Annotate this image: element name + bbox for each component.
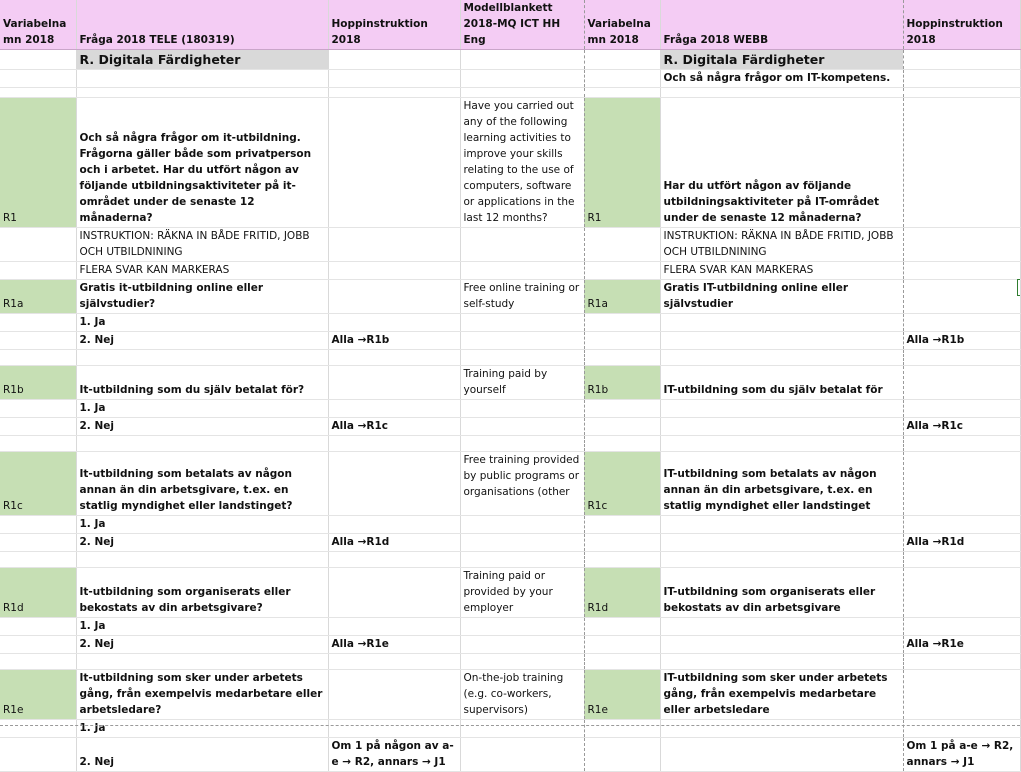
cell[interactable] <box>0 654 76 670</box>
question-r1-tele[interactable]: Och så några frågor om it-utbildning. Frågorna gäller både som privatperson och i arbetet. Har du utfört någon av följande utbildningsaktiviteter på it-området under de senaste 12 månaderna? <box>76 98 328 228</box>
variable-r1a[interactable]: R1a <box>0 280 76 314</box>
cell[interactable] <box>660 314 903 332</box>
skip-r1a-webb[interactable]: Alla →R1b <box>903 332 1020 350</box>
cell[interactable] <box>0 720 76 738</box>
multi-answer-tele[interactable]: FLERA SVAR KAN MARKERAS <box>76 262 328 280</box>
cell[interactable] <box>660 418 903 436</box>
multi-answer-row <box>0 262 1020 280</box>
selected-cell-indicator <box>1017 279 1020 296</box>
cell[interactable] <box>903 366 1020 400</box>
spacer-row <box>0 88 1020 98</box>
variable-r1c-webb[interactable]: R1c <box>584 452 660 516</box>
cell[interactable] <box>584 436 660 452</box>
cell[interactable] <box>328 350 460 366</box>
answer-no-r1e[interactable]: 2. Nej <box>76 738 328 772</box>
instruction-webb[interactable]: INSTRUKTION: RÄKNA IN BÅDE FRITID, JOBB OCH UTBILDNINING <box>660 228 903 262</box>
cell[interactable] <box>328 314 460 332</box>
cell[interactable] <box>328 280 460 314</box>
variable-r1e-webb[interactable]: R1e <box>584 670 660 720</box>
cell[interactable] <box>460 70 584 88</box>
cell[interactable] <box>903 568 1020 618</box>
answer-no-r1a[interactable]: 2. Nej <box>76 332 328 350</box>
question-row-r1b <box>0 366 1020 400</box>
cell[interactable] <box>328 88 460 98</box>
cell[interactable] <box>328 70 460 88</box>
cell[interactable] <box>584 88 660 98</box>
answer-no-row <box>0 636 1020 654</box>
cell[interactable] <box>660 516 903 534</box>
cell[interactable] <box>460 350 584 366</box>
cell[interactable] <box>76 70 328 88</box>
cell[interactable] <box>903 516 1020 534</box>
cell[interactable] <box>460 552 584 568</box>
question-r1b-webb[interactable]: IT-utbildning som du själv betalat för <box>660 366 903 400</box>
header-variabelnamn[interactable]: Variabelnamn 2018 <box>0 0 76 50</box>
cell[interactable] <box>328 552 460 568</box>
cell[interactable] <box>0 418 76 436</box>
header-modellblankett[interactable]: Modellblankett 2018-MQ ICT HH Eng <box>460 0 584 50</box>
question-row-r1 <box>0 98 1020 228</box>
cell[interactable] <box>0 50 76 70</box>
cell[interactable] <box>584 516 660 534</box>
answer-no-row <box>0 332 1020 350</box>
cell[interactable] <box>584 418 660 436</box>
skip-r1b-tele[interactable]: Alla →R1c <box>328 418 460 436</box>
instruction-row <box>0 228 1020 262</box>
section-intro-row <box>0 70 1020 88</box>
cell[interactable] <box>660 332 903 350</box>
question-row-r1e <box>0 670 1020 720</box>
cell[interactable] <box>460 516 584 534</box>
answer-no-row <box>0 418 1020 436</box>
cell[interactable] <box>460 436 584 452</box>
question-r1a-tele[interactable]: Gratis it-utbildning online eller självstudier? <box>76 280 328 314</box>
answer-yes-r1e[interactable]: 1. Ja <box>76 720 328 738</box>
question-r1e-webb[interactable]: IT-utbildning som sker under arbetets gång, från exempelvis medarbetare eller arbetsledare <box>660 670 903 720</box>
cell[interactable] <box>0 400 76 418</box>
cell[interactable] <box>328 436 460 452</box>
cell[interactable] <box>584 738 660 772</box>
skip-r1d-tele[interactable]: Alla →R1e <box>328 636 460 654</box>
cell[interactable] <box>903 400 1020 418</box>
header-hopp-tele[interactable]: Hoppinstruktion 2018 <box>328 0 460 50</box>
cell[interactable] <box>460 738 584 772</box>
question-r1d-webb[interactable]: IT-utbildning som organiserats eller bekostats av din arbetsgivare <box>660 568 903 618</box>
question-r1e-tele[interactable]: It-utbildning som sker under arbetets gång, från exempelvis medarbetare eller arbetsledare? <box>76 670 328 720</box>
answer-yes-row <box>0 400 1020 418</box>
cell[interactable] <box>328 366 460 400</box>
cell[interactable] <box>660 720 903 738</box>
answer-no-r1b[interactable]: 2. Nej <box>76 418 328 436</box>
answer-no-row <box>0 534 1020 552</box>
cell[interactable] <box>903 670 1020 720</box>
cell[interactable] <box>584 654 660 670</box>
cell[interactable] <box>328 400 460 418</box>
cell[interactable] <box>660 534 903 552</box>
cell[interactable] <box>903 262 1020 280</box>
section-title-row <box>0 50 1020 70</box>
cell[interactable] <box>328 228 460 262</box>
cell[interactable] <box>460 618 584 636</box>
cell[interactable] <box>903 552 1020 568</box>
question-r1e-mq[interactable]: On-the-job training (e.g. co-workers, supervisors) <box>460 670 584 720</box>
spacer-row <box>0 552 1020 568</box>
cell[interactable] <box>0 314 76 332</box>
cell[interactable] <box>76 436 328 452</box>
cell[interactable] <box>903 228 1020 262</box>
cell[interactable] <box>903 314 1020 332</box>
cell[interactable] <box>328 516 460 534</box>
cell[interactable] <box>328 618 460 636</box>
header-hopp-webb[interactable]: Hoppinstruktion 2018 <box>903 0 1020 50</box>
cell[interactable] <box>903 280 1020 314</box>
cell[interactable] <box>460 88 584 98</box>
cell[interactable] <box>584 228 660 262</box>
cell[interactable] <box>0 350 76 366</box>
cell[interactable] <box>660 400 903 418</box>
cell[interactable] <box>460 332 584 350</box>
cell[interactable] <box>76 88 328 98</box>
skip-r1e-tele[interactable]: Om 1 på någon av a-e → R2, annars → J1 <box>328 738 460 772</box>
answer-yes-row <box>0 720 1020 738</box>
cell[interactable] <box>660 88 903 98</box>
answer-yes-row <box>0 618 1020 636</box>
cell[interactable] <box>903 350 1020 366</box>
cell[interactable] <box>584 70 660 88</box>
cell[interactable] <box>460 654 584 670</box>
cell[interactable] <box>660 654 903 670</box>
cell[interactable] <box>903 618 1020 636</box>
cell[interactable] <box>460 50 584 70</box>
cell[interactable] <box>328 568 460 618</box>
cell[interactable] <box>76 654 328 670</box>
cell[interactable] <box>76 552 328 568</box>
cell[interactable] <box>328 50 460 70</box>
answer-yes-r1b[interactable]: 1. Ja <box>76 400 328 418</box>
cell[interactable] <box>903 436 1020 452</box>
question-r1a-mq[interactable]: Free online training or self-study <box>460 280 584 314</box>
spacer-row <box>0 436 1020 452</box>
cell[interactable] <box>0 436 76 452</box>
cell[interactable] <box>328 98 460 228</box>
question-r1d-mq[interactable]: Training paid or provided by your employer <box>460 568 584 618</box>
cell[interactable] <box>0 88 76 98</box>
spacer-row <box>0 350 1020 366</box>
cell[interactable] <box>584 50 660 70</box>
variable-r1c[interactable]: R1c <box>0 452 76 516</box>
answer-yes-r1a[interactable]: 1. Ja <box>76 314 328 332</box>
question-r1a-webb[interactable]: Gratis IT-utbildning online eller självstudier <box>660 280 903 314</box>
cell[interactable] <box>460 636 584 654</box>
variable-r1b[interactable]: R1b <box>0 366 76 400</box>
question-row-r1a <box>0 280 1020 314</box>
skip-r1c-tele[interactable]: Alla →R1d <box>328 534 460 552</box>
cell[interactable] <box>584 262 660 280</box>
cell[interactable] <box>660 618 903 636</box>
cell[interactable] <box>328 720 460 738</box>
cell[interactable] <box>903 654 1020 670</box>
multi-answer-webb[interactable]: FLERA SVAR KAN MARKERAS <box>660 262 903 280</box>
variable-r1b-webb[interactable]: R1b <box>584 366 660 400</box>
cell[interactable] <box>584 534 660 552</box>
cell[interactable] <box>660 636 903 654</box>
cell[interactable] <box>0 618 76 636</box>
cell[interactable] <box>584 400 660 418</box>
cell[interactable] <box>0 516 76 534</box>
question-r1d-tele[interactable]: It-utbildning som organiserats eller bekostats av din arbetsgivare? <box>76 568 328 618</box>
question-r1b-mq[interactable]: Training paid by yourself <box>460 366 584 400</box>
answer-yes-row <box>0 314 1020 332</box>
answer-no-row <box>0 738 1020 772</box>
cell[interactable] <box>903 452 1020 516</box>
cell[interactable] <box>0 738 76 772</box>
cell[interactable] <box>0 552 76 568</box>
answer-yes-row <box>0 516 1020 534</box>
variable-r1d-webb[interactable]: R1d <box>584 568 660 618</box>
cell[interactable] <box>328 262 460 280</box>
cell[interactable] <box>0 70 76 88</box>
cell[interactable] <box>903 88 1020 98</box>
question-r1c-mq[interactable]: Free training provided by public programs or organisations (other <box>460 452 584 516</box>
header-row <box>0 0 1020 50</box>
answer-yes-r1d[interactable]: 1. Ja <box>76 618 328 636</box>
cell[interactable] <box>0 332 76 350</box>
cell[interactable] <box>328 670 460 720</box>
cell[interactable] <box>584 332 660 350</box>
cell[interactable] <box>76 350 328 366</box>
section-title-tele[interactable]: R. Digitala Färdigheter <box>76 50 328 70</box>
question-r1-mq[interactable]: Have you carried out any of the following learning activities to improve your skills relating to the use of computers, software or applications in the last 12 months? <box>460 98 584 228</box>
variable-r1d[interactable]: R1d <box>0 568 76 618</box>
variable-r1e[interactable]: R1e <box>0 670 76 720</box>
cell[interactable] <box>460 228 584 262</box>
cell[interactable] <box>0 262 76 280</box>
cell[interactable] <box>660 350 903 366</box>
question-r1b-tele[interactable]: It-utbildning som du själv betalat för? <box>76 366 328 400</box>
cell[interactable] <box>328 452 460 516</box>
variable-r1-webb[interactable]: R1 <box>584 98 660 228</box>
cell[interactable] <box>0 636 76 654</box>
cell[interactable] <box>903 70 1020 88</box>
answer-no-r1c[interactable]: 2. Nej <box>76 534 328 552</box>
question-row-r1d <box>0 568 1020 618</box>
spacer-row <box>0 654 1020 670</box>
cell[interactable] <box>660 738 903 772</box>
header-fraga-webb[interactable]: Fråga 2018 WEBB <box>660 0 903 50</box>
cell[interactable] <box>0 228 76 262</box>
page-break-line <box>0 725 1020 726</box>
variable-r1[interactable]: R1 <box>0 98 76 228</box>
cell[interactable] <box>460 534 584 552</box>
section-intro-webb[interactable]: Och så några frågor om IT-kompetens. <box>660 70 903 88</box>
variable-r1a-webb[interactable]: R1a <box>584 280 660 314</box>
skip-r1c-webb[interactable]: Alla →R1d <box>903 534 1020 552</box>
cell[interactable] <box>460 418 584 436</box>
cell[interactable] <box>460 720 584 738</box>
cell[interactable] <box>903 720 1020 738</box>
cell[interactable] <box>584 552 660 568</box>
cell[interactable] <box>460 262 584 280</box>
cell[interactable] <box>584 314 660 332</box>
header-fraga-tele[interactable]: Fråga 2018 TELE (180319) <box>76 0 328 50</box>
section-title-webb[interactable]: R. Digitala Färdigheter <box>660 50 903 70</box>
question-row-r1c <box>0 452 1020 516</box>
cell[interactable] <box>584 636 660 654</box>
cell[interactable] <box>660 552 903 568</box>
cell[interactable] <box>460 314 584 332</box>
question-r1-webb[interactable]: Har du utfört någon av följande utbildningsaktiviteter på IT-området under de senaste 12 månaderna? <box>660 98 903 228</box>
cell[interactable] <box>903 50 1020 70</box>
header-variabelnamn-webb[interactable]: Variabelnamn 2018 <box>584 0 660 50</box>
question-r1c-tele[interactable]: It-utbildning som betalats av någon annan än din arbetsgivare, t.ex. en statlig myndighet eller landstinget? <box>76 452 328 516</box>
cell[interactable] <box>584 720 660 738</box>
skip-r1e-webb[interactable]: Om 1 på a-e → R2, annars → J1 <box>903 738 1020 772</box>
cell[interactable] <box>584 618 660 636</box>
skip-r1b-webb[interactable]: Alla →R1c <box>903 418 1020 436</box>
instruction-tele[interactable]: INSTRUKTION: RÄKNA IN BÅDE FRITID, JOBB OCH UTBILDNINING <box>76 228 328 262</box>
cell[interactable] <box>0 534 76 552</box>
question-r1c-webb[interactable]: IT-utbildning som betalats av någon annan än din arbetsgivare, t.ex. en statlig myndighet eller landstinget <box>660 452 903 516</box>
cell[interactable] <box>328 654 460 670</box>
answer-no-r1d[interactable]: 2. Nej <box>76 636 328 654</box>
answer-yes-r1c[interactable]: 1. Ja <box>76 516 328 534</box>
cell[interactable] <box>903 98 1020 228</box>
cell[interactable] <box>460 400 584 418</box>
cell[interactable] <box>584 350 660 366</box>
cell[interactable] <box>660 436 903 452</box>
skip-r1d-webb[interactable]: Alla →R1e <box>903 636 1020 654</box>
skip-r1a-tele[interactable]: Alla →R1b <box>328 332 460 350</box>
